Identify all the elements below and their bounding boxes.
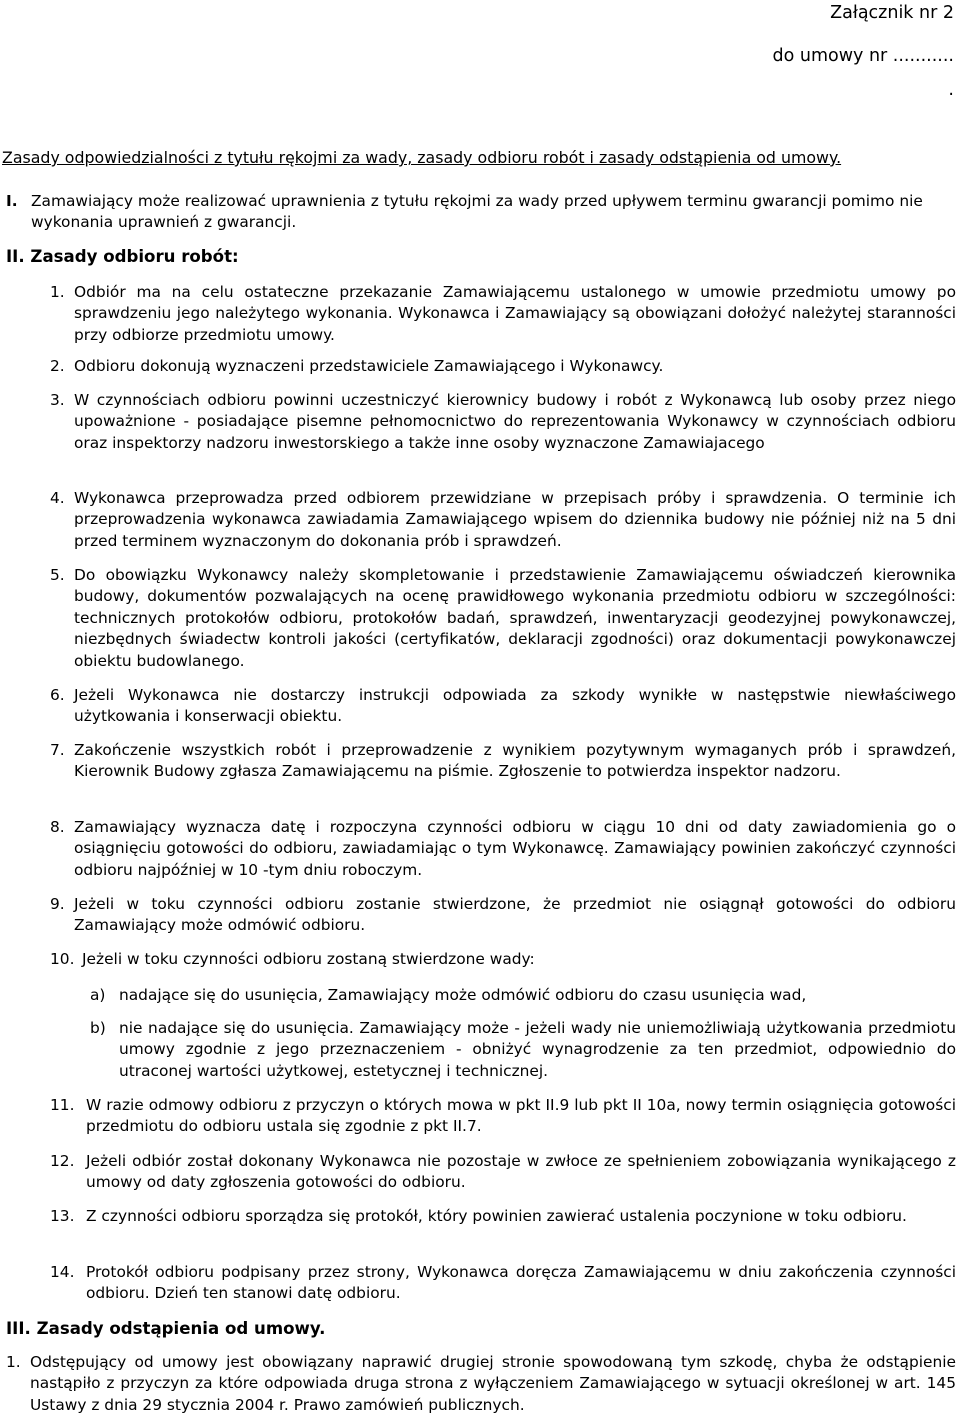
subitem-text: nie nadające się do usunięcia. Zamawiający może - jeżeli wady nie uniemożliwiają użytkowania przedmiotu umowy zgodnie z jego przeznaczeniem - obniżyć wynagrodzenie za ten przedmiot, odpowiednio do utraconej wartości użytkowej, estetycznej i technicznej. [119, 1019, 956, 1080]
item-text: W czynnościach odbioru powinni uczestniczyć kierownicy budowy i robót z Wykonawcą lub osoby przez niego upoważnione - posiadające pisemne pełnomocnictwo do reprezentowania Wykonawcy w czynnościach odbioru oraz inspektorzy nadzoru inwestorskiego a także inne osoby wyznaczone Zamawiajacego [74, 391, 956, 452]
item-number: 10. [50, 950, 75, 968]
item-number: 4. [50, 489, 65, 507]
item-text: Jeżeli Wykonawca nie dostarczy instrukcji odpowiada za szkody wynikłe w następstwie niewłaściwego użytkowania i konserwacji obiektu. [74, 686, 956, 726]
subitem-text: nadające się do usunięcia, Zamawiający może odmówić odbioru do czasu usunięcia wad, [119, 986, 807, 1004]
item-number: 9. [50, 895, 65, 913]
item-text: Zamawiający wyznacza datę i rozpoczyna czynności odbioru w ciągu 10 dni od daty zawiadomienia go o osiągnięciu gotowości do odbioru, zawiadamiając o tym Wykonawcę. Zamawiający powinien zakończyć czynności odbioru najpóźniej w 10 -tym dniu roboczym. [74, 818, 956, 879]
subitem-letter: b) [90, 1019, 106, 1037]
item-number: 1. [6, 1353, 21, 1371]
item-text: Odstępujący od umowy jest obowiązany naprawić drugiej stronie spowodowaną tym szkodę, chyba że odstąpienie nastąpiło z przyczyn za które odpowiada druga strona z wyłączeniem Zamawiającego w sytuacji określonej w art. 145 Ustawy z dnia 29 stycznia 2004 r. Prawo zamówień publicznych. [30, 1353, 956, 1414]
item-text: Jeżeli w toku czynności odbioru zostanie stwierdzone, że przedmiot nie osiągnął gotowości do odbioru Zamawiający może odmówić odbioru. [74, 895, 956, 935]
item-text: Jeżeli w toku czynności odbioru zostaną stwierdzone wady: [82, 950, 535, 968]
item-number: 14. [50, 1263, 75, 1281]
item-number: 6. [50, 686, 65, 704]
item-text: Wykonawca przeprowadza przed odbiorem przewidziane w przepisach próby i sprawdzenia. O terminie ich przeprowadzenia wykonawca zawiadamia Zamawiającego wpisem do dziennika budowy nie później niż na 5 dni przed terminem wyznaczonym do dokonania prób i sprawdzeń. [74, 489, 956, 550]
header-dot: . [948, 80, 954, 100]
item-text: Protokół odbioru podpisany przez strony, Wykonawca doręcza Zamawiającemu w dniu zakończenia czynności odbioru. Dzień ten stanowi datę odbioru. [86, 1263, 956, 1303]
item-number: 8. [50, 818, 65, 836]
item-text: Odbiór ma na celu ostateczne przekazanie Zamawiającemu ustalonego w umowie przedmiotu umowy po sprawdzeniu jego należytego wykonania. Wykonawca i Zamawiający są obowiązani dołożyć należytej staranności przy odbiorze przedmiotu umowy. [74, 283, 956, 344]
item-number: 1. [50, 283, 65, 301]
item-number: 13. [50, 1207, 75, 1225]
item-text: Do obowiązku Wykonawcy należy skompletowanie i przedstawienie Zamawiającemu oświadczeń kierownika budowy, dokumentów pozwalających na ocenę prawidłowego wykonania przedmiotu odbioru w szczególności: technicznych protokołów odbioru, protokołów badań, sprawdzeń, inwentaryzacji geodezyjnej powykonawczej, niezbędnych świadectw kontroli jakości (certyfikatów, deklaracji zgodności) oraz dokumentacji powykonawczej obiektu budowlanego. [74, 566, 956, 670]
item-text: W razie odmowy odbioru z przyczyn o których mowa w pkt II.9 lub pkt II 10a, nowy termin osiągnięcia gotowości przedmiotu do odbioru ustala się zgodnie z pkt II.7. [86, 1096, 956, 1136]
item-text: Z czynności odbioru sporządza się protokół, który powinien zawierać ustalenia poczynione w toku odbioru. [86, 1207, 907, 1225]
section-1-text: Zamawiający może realizować uprawnienia z tytułu rękojmi za wady przed upływem terminu gwarancji pomimo nie wykonania uprawnień z gwarancji. [31, 192, 923, 232]
item-text: Odbioru dokonują wyznaczeni przedstawiciele Zamawiającego i Wykonawcy. [74, 357, 664, 375]
section-2-title: II. Zasady odbioru robót: [6, 247, 239, 266]
section-1-number: I. [6, 192, 18, 210]
subitem-letter: a) [90, 986, 106, 1004]
item-number: 7. [50, 741, 65, 759]
item-number: 3. [50, 391, 65, 409]
section-3-title: III. Zasady odstąpienia od umowy. [6, 1319, 326, 1338]
annex-label: Załącznik nr 2 [830, 3, 954, 23]
item-text: Zakończenie wszystkich robót i przeprowadzenie z wynikiem pozytywnym wymaganych prób i sprawdzeń, Kierownik Budowy zgłasza Zamawiającemu na piśmie. Zgłoszenie to potwierdza inspektor nadzoru. [74, 741, 956, 781]
contract-number-line: do umowy nr ........... [772, 46, 954, 66]
item-text: Jeżeli odbiór został dokonany Wykonawca nie pozostaje w zwłoce ze spełnieniem zobowiązania wynikającego z umowy od daty zgłoszenia gotowości do odbioru. [86, 1152, 956, 1192]
item-number: 11. [50, 1096, 75, 1114]
item-number: 2. [50, 357, 65, 375]
item-number: 5. [50, 566, 65, 584]
document-title: Zasady odpowiedzialności z tytułu rękojmi za wady, zasady odbioru robót i zasady odstąpienia od umowy. [2, 148, 842, 167]
item-number: 12. [50, 1152, 75, 1170]
